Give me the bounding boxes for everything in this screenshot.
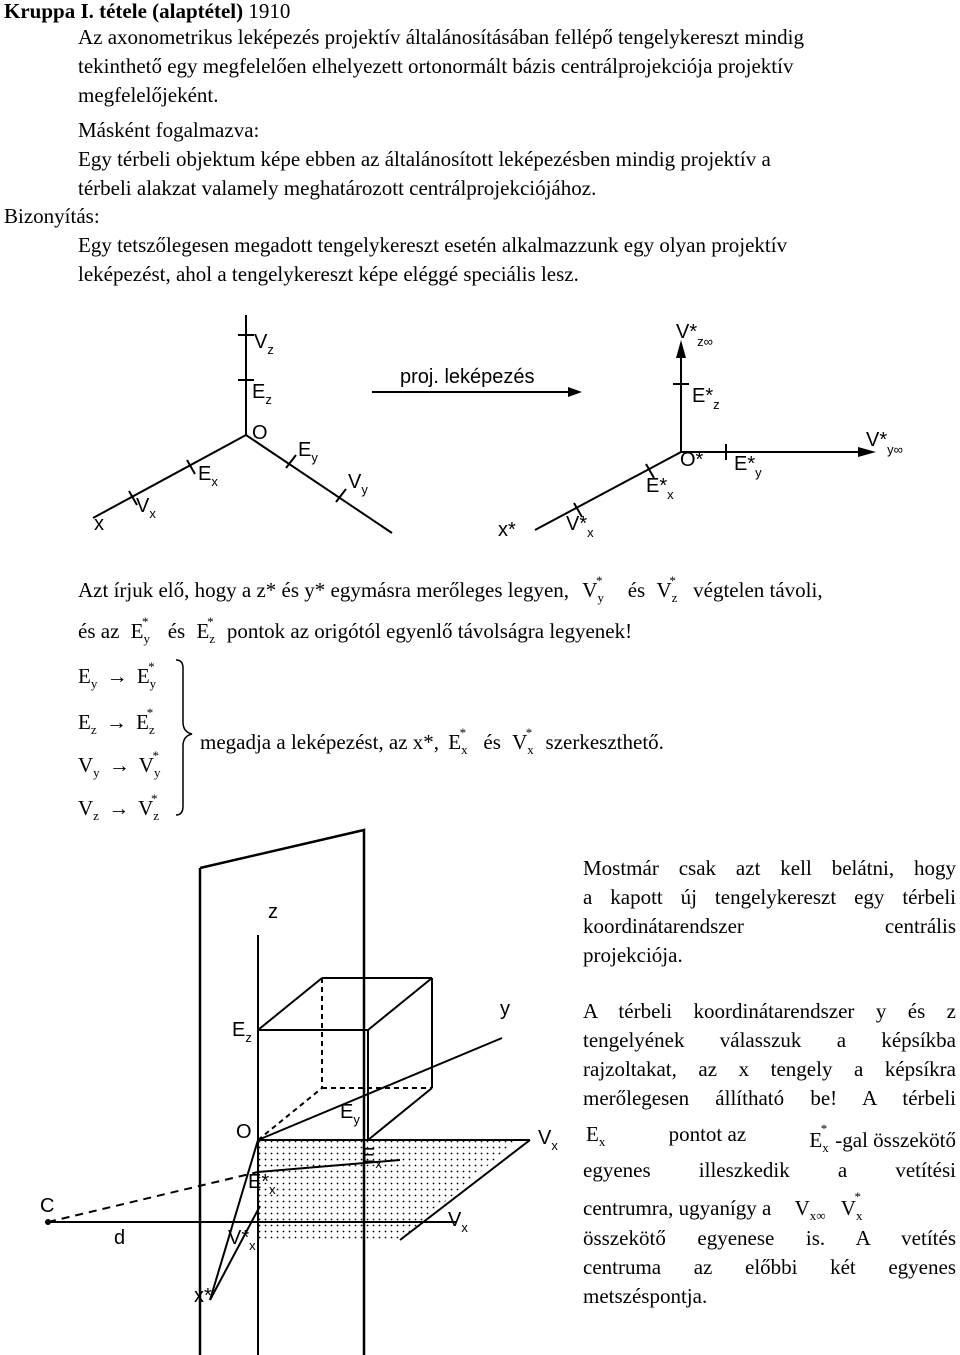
dotted-region xyxy=(258,1140,518,1240)
r-ey: E* xyxy=(734,453,756,475)
d2-xs: x* xyxy=(194,1285,212,1307)
theorem-line-1: Az axonometrikus leképezés projektív általánosításában fellépő tengelykereszt mindig xyxy=(78,25,804,49)
svg-text:Vx: $V_x$ xyxy=(136,495,156,521)
right-ex-line: $E_x$ pontot az $E_x^*$ -gal összekötő xyxy=(586,1121,956,1156)
right-para-1: Mostmár csak azt kell belátni, hogy a kapott új tengelykereszt egy térbeli koordinátarendszer centrális projekciója. xyxy=(583,856,956,967)
svg-text:Ey: $E_y$ xyxy=(340,1101,360,1127)
r-vz: V* xyxy=(676,321,698,343)
d2-o: O xyxy=(236,1121,252,1143)
proj-label: proj. leképezés xyxy=(400,366,535,388)
svg-text:V*x: $V*_x$ xyxy=(566,513,594,540)
d2-vxs: V* xyxy=(228,1227,250,1249)
svg-text:V*y∞: $V*_{y\infty}$ xyxy=(866,429,903,457)
d2-vx: V xyxy=(538,1127,552,1149)
statement-line-1: Azt írjuk elő, hogy a z* és y* egymásra merőleges legyen, $V_y^*$ és $V_z^*$ végtelen távoli, xyxy=(78,573,823,606)
d2-vx2: V xyxy=(448,1209,462,1231)
plane-edge xyxy=(200,830,364,1355)
title-text: Kruppa I. tétele (alaptétel) xyxy=(4,0,244,23)
d2-ex: E xyxy=(362,1145,376,1167)
d2-ez: E xyxy=(232,1019,246,1041)
line-c-exstar xyxy=(48,1172,258,1222)
cube-top-left-edge xyxy=(258,978,322,1030)
d2-y: y xyxy=(500,998,510,1020)
svg-text:Vx: $V_x$ xyxy=(538,1127,558,1153)
l-x: x xyxy=(94,513,104,535)
right-para-3: összekötő egyenese is. A vetítés centruma az előbbi két egyenes metszéspontja. xyxy=(583,1226,956,1308)
map-row-vy: $V_y \to V_y^*$ xyxy=(78,748,161,781)
svg-text:Vx: $V_x$ xyxy=(448,1209,468,1235)
svg-text:E*z: $E*_z$ xyxy=(692,385,720,412)
proof-heading: Bizonyítás: xyxy=(4,204,100,228)
d2-exs: E* xyxy=(248,1171,270,1193)
svg-text:Ez: $E_z$ xyxy=(252,381,272,407)
theorem-line-3: megfelelőjeként. xyxy=(78,83,219,107)
y-axis xyxy=(258,1038,502,1140)
svg-text:V*x: $V*_x$ xyxy=(228,1227,256,1253)
title-year: 1910 xyxy=(248,0,291,23)
r-ex: E* xyxy=(646,475,668,497)
x-star-axis xyxy=(210,1140,258,1300)
mapping-text: megadja a leképezést, az x*, $E_x^*$ és $V_x^*$ szerkeszthető. xyxy=(200,725,664,758)
r-vx: V* xyxy=(566,513,588,535)
svg-text:Ez: $E_z$ xyxy=(232,1019,252,1045)
r-o: O* xyxy=(680,449,704,471)
right-para-2: A térbeli koordinátarendszer y és z tengelyének válasszuk a képsíkba rajzoltakat, az x tengely a képsíkra merőlegesen állítható be! A térbeli xyxy=(583,999,956,1110)
right-line-c: centrumra, ugyanígy a $V_{x\infty}$ $V_x^*$ xyxy=(583,1189,863,1224)
svg-text:E*y: $E*_y$ xyxy=(734,453,762,480)
d2-z: z xyxy=(268,901,278,923)
l-ex: E xyxy=(198,463,212,485)
svg-text:Vz: $V_z$ xyxy=(254,331,274,357)
l-o: O xyxy=(252,422,268,444)
l-vy: V xyxy=(348,471,362,493)
l-ey: E xyxy=(298,439,312,461)
cube-hidden-diag xyxy=(258,1088,322,1140)
l-vx: V xyxy=(136,495,150,517)
l-vz: V xyxy=(254,331,268,353)
svg-text:E*x: $E*_x$ xyxy=(646,475,674,502)
proof-line-1: Egy tetszőlegesen megadott tengelykereszt esetén alkalmazzunk egy olyan projektív xyxy=(78,233,788,257)
cube-front xyxy=(258,1030,368,1140)
point-c xyxy=(45,1219,51,1225)
r-ez: E* xyxy=(692,385,714,407)
alt-line-1: Egy térbeli objektum képe ebben az általánosított leképezésben mindig projektív a xyxy=(78,147,771,171)
alt-line-2: térbeli alakzat valamely meghatározott centrálprojekciójához. xyxy=(78,176,597,200)
theorem-line-2: tekinthető egy megfelelően elhelyezett ortonormált bázis centrálprojekciója projektív xyxy=(78,54,794,78)
svg-text:Ex: $E_x$ xyxy=(362,1145,382,1171)
alt-heading: Másként fogalmazva: xyxy=(78,118,260,142)
map-row-ez: $E_z \to E_z^*$ xyxy=(78,705,155,738)
proof-line-2: leképezést, ahol a tengelykereszt képe eléggé speciális lesz. xyxy=(78,262,579,286)
map-row-ey: $E_y \to E_y^*$ xyxy=(78,659,157,692)
statement-line-2: és az $E_y^*$ és $E_z^*$ pontok az origótól egyenlő távolságra legyenek! xyxy=(78,614,633,647)
svg-text:E*x: $E*_x$ xyxy=(248,1171,276,1197)
d2-c: C xyxy=(40,1195,55,1217)
cube-top-edge xyxy=(368,978,432,1030)
r-vy: V* xyxy=(866,429,888,451)
svg-text:Ex: $E_x$ xyxy=(198,463,218,489)
d2-d: d xyxy=(114,1227,126,1249)
right-line-b: egyenes illeszkedik a vetítési xyxy=(583,1158,956,1182)
cube-bottom-edge xyxy=(368,1088,432,1140)
l-ez: E xyxy=(252,381,266,403)
svg-text:V*z∞: $V*_{z\infty}$ xyxy=(676,321,713,349)
svg-text:Ey: $E_y$ xyxy=(298,439,318,465)
svg-text:Vy: $V_y$ xyxy=(348,471,368,497)
d2-ey: E xyxy=(340,1101,354,1123)
map-row-vz: $V_z \to V_z^*$ xyxy=(78,791,160,824)
r-x: x* xyxy=(498,519,516,541)
